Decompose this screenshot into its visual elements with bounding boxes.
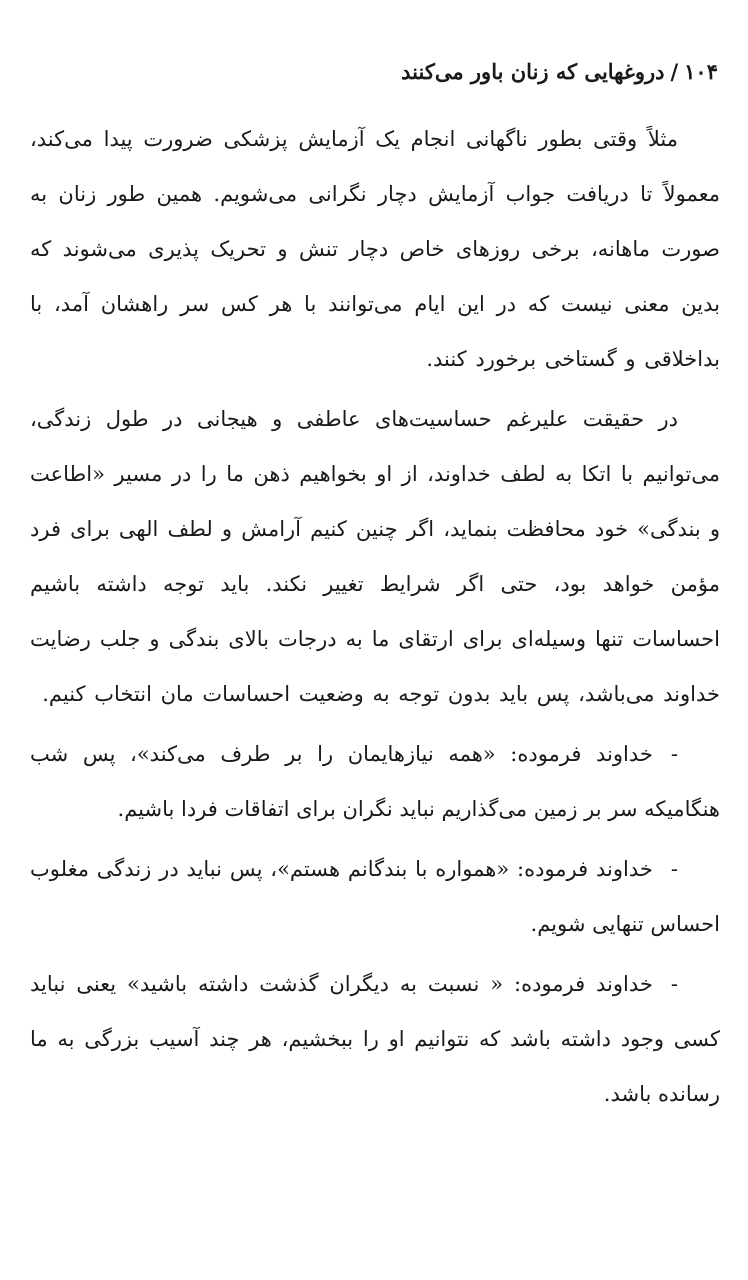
bullet-item xyxy=(30,957,720,1122)
page-number: ۱۰۴ xyxy=(684,59,718,84)
running-title: دروغهایی که زنان باور می‌کنند xyxy=(401,59,665,84)
bullet-text: خداوند فرموده: «همواره با بندگانم هستم»، پس نباید در زندگی مغلوب احساس تنهایی شویم. xyxy=(30,857,720,936)
bullet-dash: - xyxy=(670,742,678,766)
bullet-text: خداوند فرموده: « نسبت به دیگران گذشت داشته باشید» یعنی نباید کسی وجود داشته باشد که نتوانیم او را ببخشیم، هر چند آسیب بزرگی به ما رسانده باشد. xyxy=(30,972,720,1106)
paragraph: مثلاً وقتی بطور ناگهانی انجام یک آزمایش پزشکی ضرورت پیدا می‌کند، معمولاً تا دریافت جواب آزمایش دچار نگرانی می‌شویم. همین طور زنان به صورت ماهانه، برخی روزهای خاص دچار تنش و تحریک پذیری می‌شوند که بدین معنی نیست که در این ایام می‌توانند با هر کس سر راهشان آمد، با بداخلاقی و گستاخی برخورد کنند. xyxy=(30,127,720,371)
bullet-item xyxy=(30,727,720,837)
body-text xyxy=(30,112,720,1122)
bullet-dash: - xyxy=(670,857,678,881)
bullet-text: خداوند فرموده: «همه نیازهایمان را بر طرف می‌کند»، پس شب هنگامیکه سر بر زمین می‌گذاریم نباید نگران برای اتفاقات فردا باشیم. xyxy=(30,742,720,821)
page-header xyxy=(30,56,718,88)
header-separator: / xyxy=(670,59,679,84)
paragraph: در حقیقت علیرغم حساسیت‌های عاطفی و هیجانی در طول زندگی، می‌توانیم با اتکا به لطف خداوند، از او بخواهیم ذهن ما را در مسیر «اطاعت و بندگی» خود محافظت بنماید، اگر چنین کنیم آرامش و لطف الهی برای فرد مؤمن خواهد بود، حتی اگر شرایط تغییر نکند. باید توجه داشته باشیم احساسات تنها وسیله‌ای برای ارتقای ما به درجات بالای بندگی و جلب رضایت خداوند می‌باشد، پس باید بدون توجه به وضعیت احساسات مان انتخاب کنیم. xyxy=(30,407,720,706)
bullet-item xyxy=(30,842,720,952)
bullet-dash: - xyxy=(670,972,678,996)
